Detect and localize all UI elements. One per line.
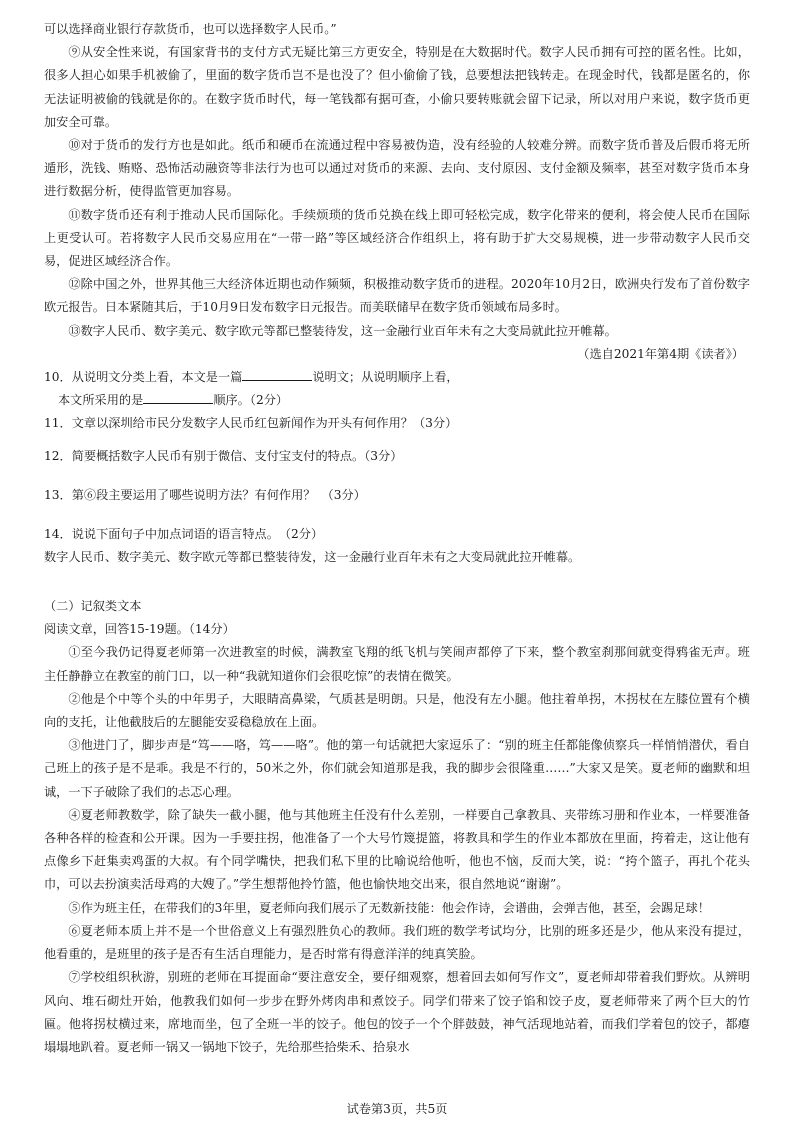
article1-para-13: ⑬数字人民币、数字美元、数字欧元等都已整装待发，这一金融行业百年未有之大变局就此拉开帷幕。 <box>68 323 617 338</box>
section2-para-7: ⑦学校组织秋游，别班的老师在耳提面命“要注意安全，要仔细观察，想着回去如何写作文”，夏老师却带着我们野炊。从辨明风向、堆石砌灶开始，他教我们如何一步步在野外烤肉串和煮饺子。同学们带来了饺子馅和饺子皮，夏老师带来了两个巨大的竹匾。他将拐杖横过来，席地而坐，包了全班一半的饺子。他包的饺子一个个胖鼓鼓，神气活现地站着，而我们学着包的饺子，都瘪塌塌地趴着。夏老师一锅又一锅地下饺子，先给那些拾柴禾、拾泉水 <box>44 970 750 1054</box>
q10-blank-1[interactable] <box>242 368 312 381</box>
section2-para-2: ②他是个中等个头的中年男子，大眼睛高鼻梁，气质甚是明朗。只是，他没有左小腿。他拄着单拐，木拐杖在左膝位置有个横向的支托，让他截肢后的左腿能安妥稳稳放在上面。 <box>44 691 750 730</box>
section2-para-4: ④夏老师教数学，除了缺失一截小腿，他与其他班主任没有什么差别，一样要自己拿教具、夹带练习册和作业本，一样要准备各种各样的检查和公开课。因为一手要拄拐，他准备了一个大号竹篾提篮，将教具和学生的作业本都放在里面，挎着走，这让他有点像乡下赶集卖鸡蛋的大叔。有个同学嘴快，把我们私下里的比喻说给他听，他也不恼，反而大笑，说：“挎个篮子，再扎个花头巾，可以去扮演卖活母鸡的大嫂了。”学生想帮他拎竹篮，他也愉快地交出来，很自然地说“谢谢”。 <box>44 807 750 892</box>
section-gap <box>44 569 750 595</box>
question-14-sentence: 数字人民币、数字美元、数字欧元等都已整装待发，这一金融行业百年未有之大变局就此拉开帷幕。 <box>44 550 581 565</box>
question-10-cont <box>44 389 750 412</box>
answer-space-11 <box>44 435 750 445</box>
section2-para-6: ⑥夏老师本质上并不是一个世俗意义上有强烈胜负心的教师。我们班的数学考试均分，比别的班多还是少，他从来没有提过，他看重的，是班里的孩子是否有生活自理能力，是否时常有得意洋洋的纯真笑脸。 <box>44 923 750 962</box>
question-10 <box>44 366 750 389</box>
page-footer: 试卷第3页，共5页 <box>346 1102 448 1116</box>
section2-para-5: ⑤作为班主任，在带我们的3年里，夏老师向我们展示了无数新技能：他会作诗，会谱曲，会弹吉他，甚至，会踢足球！ <box>68 900 710 915</box>
q10-text-d: 顺序。（2分） <box>213 393 289 408</box>
q10-text-a: 10．从说明文分类上看，本文是一篇 <box>44 370 243 385</box>
section2-heading: （二）记叙类文本 <box>44 599 142 614</box>
article1-para-11: ⑪数字货币还有利于推动人民币国际化。手续烦琐的货币兑换在线上即可轻松完成，数字化带来的便利，将会使人民币在国际上更受认可。若将数字人民币交易应用在“一带一路”等区域经济合作组织上，将有助于扩大交易规模，进一步带动数字人民币交易，促进区域经济合作。 <box>44 207 750 269</box>
article1-line-0: 可以选择商业银行存款货币，也可以选择数字人民币。” <box>44 22 337 36</box>
q10-text-c: 本文所采用的是 <box>58 393 144 408</box>
article1-para-10: ⑩对于货币的发行方也是如此。纸币和硬币在流通过程中容易被伪造，没有经验的人较难分辨。而数字货币普及后假币将无所遁形，洗钱、贿赂、恐怖活动融资等非法行为也可以通过对货币的来源、去向、支付原因、支付金额及频率，甚至对数字货币本身进行数据分析，使得监管更加容易。 <box>44 138 750 199</box>
article1-source: （选自2021年第4期《读者》） <box>577 346 744 361</box>
answer-space-13 <box>44 507 750 523</box>
q10-text-b: 说明文；从说明顺序上看， <box>312 370 459 385</box>
q10-blank-2[interactable] <box>143 391 213 404</box>
question-12: 12．简要概括数字人民币有别于微信、支付宝支付的特点。（3分） <box>44 449 403 464</box>
section2-instruction: 阅读文章，回答15-19题。（14分） <box>44 622 235 637</box>
section2-para-1: ①至今我仍记得夏老师第一次进教室的时候，满教室飞翔的纸飞机与笑闹声都停了下来，整个教室刹那间就变得鸦雀无声。班主任静静立在教室的前门口，以一种“我就知道你们会很吃惊”的表情在微笑。 <box>44 645 750 683</box>
question-11: 11．文章以深圳给市民分发数字人民币红包新闻作为开头有何作用？（3分） <box>44 416 458 431</box>
section2-para-3: ③他进门了，脚步声是“笃——咯，笃——咯”。他的第一句话就把大家逗乐了：“别的班主任都能像侦察兵一样悄悄潜伏，看自己班上的孩子是不是乖。我是不行的，50米之外，你们就会知道那是我，我的脚步会很隆重……”大家又是笑。夏老师的幽默和坦诚，一下子破除了我们的忐忑心理。 <box>44 738 750 799</box>
question-14: 14．说说下面句子中加点词语的语言特点。 （2分） <box>44 527 324 542</box>
article1-para-12: ⑫除中国之外，世界其他三大经济体近期也动作频频，积极推动数字货币的进程。2020年10月2日，欧洲央行发布了首份数字欧元报告。日本紧随其后，于10月9日发布数字日元报告。而美联储早在数字货币领域布局多时。 <box>44 277 750 315</box>
question-13: 13．第⑥段主要运用了哪些说明方法？有何作用？ （3分） <box>44 488 366 503</box>
exam-page <box>44 18 750 1059</box>
answer-space-12 <box>44 468 750 484</box>
article1-para-9: ⑨从安全性来说，有国家背书的支付方式无疑比第三方更安全，特别是在大数据时代。数字人民币拥有可控的匿名性。比如，很多人担心如果手机被偷了，里面的数字货币岂不是也没了？但小偷偷了钱，总要想法把钱转走。在现金时代，钱都是匿名的，你无法证明被偷的钱就是你的。在数字货币时代，每一笔钱都有据可查，小偷只要转账就会留下记录，所以对用户来说，数字货币更加安全可靠。 <box>44 45 750 129</box>
